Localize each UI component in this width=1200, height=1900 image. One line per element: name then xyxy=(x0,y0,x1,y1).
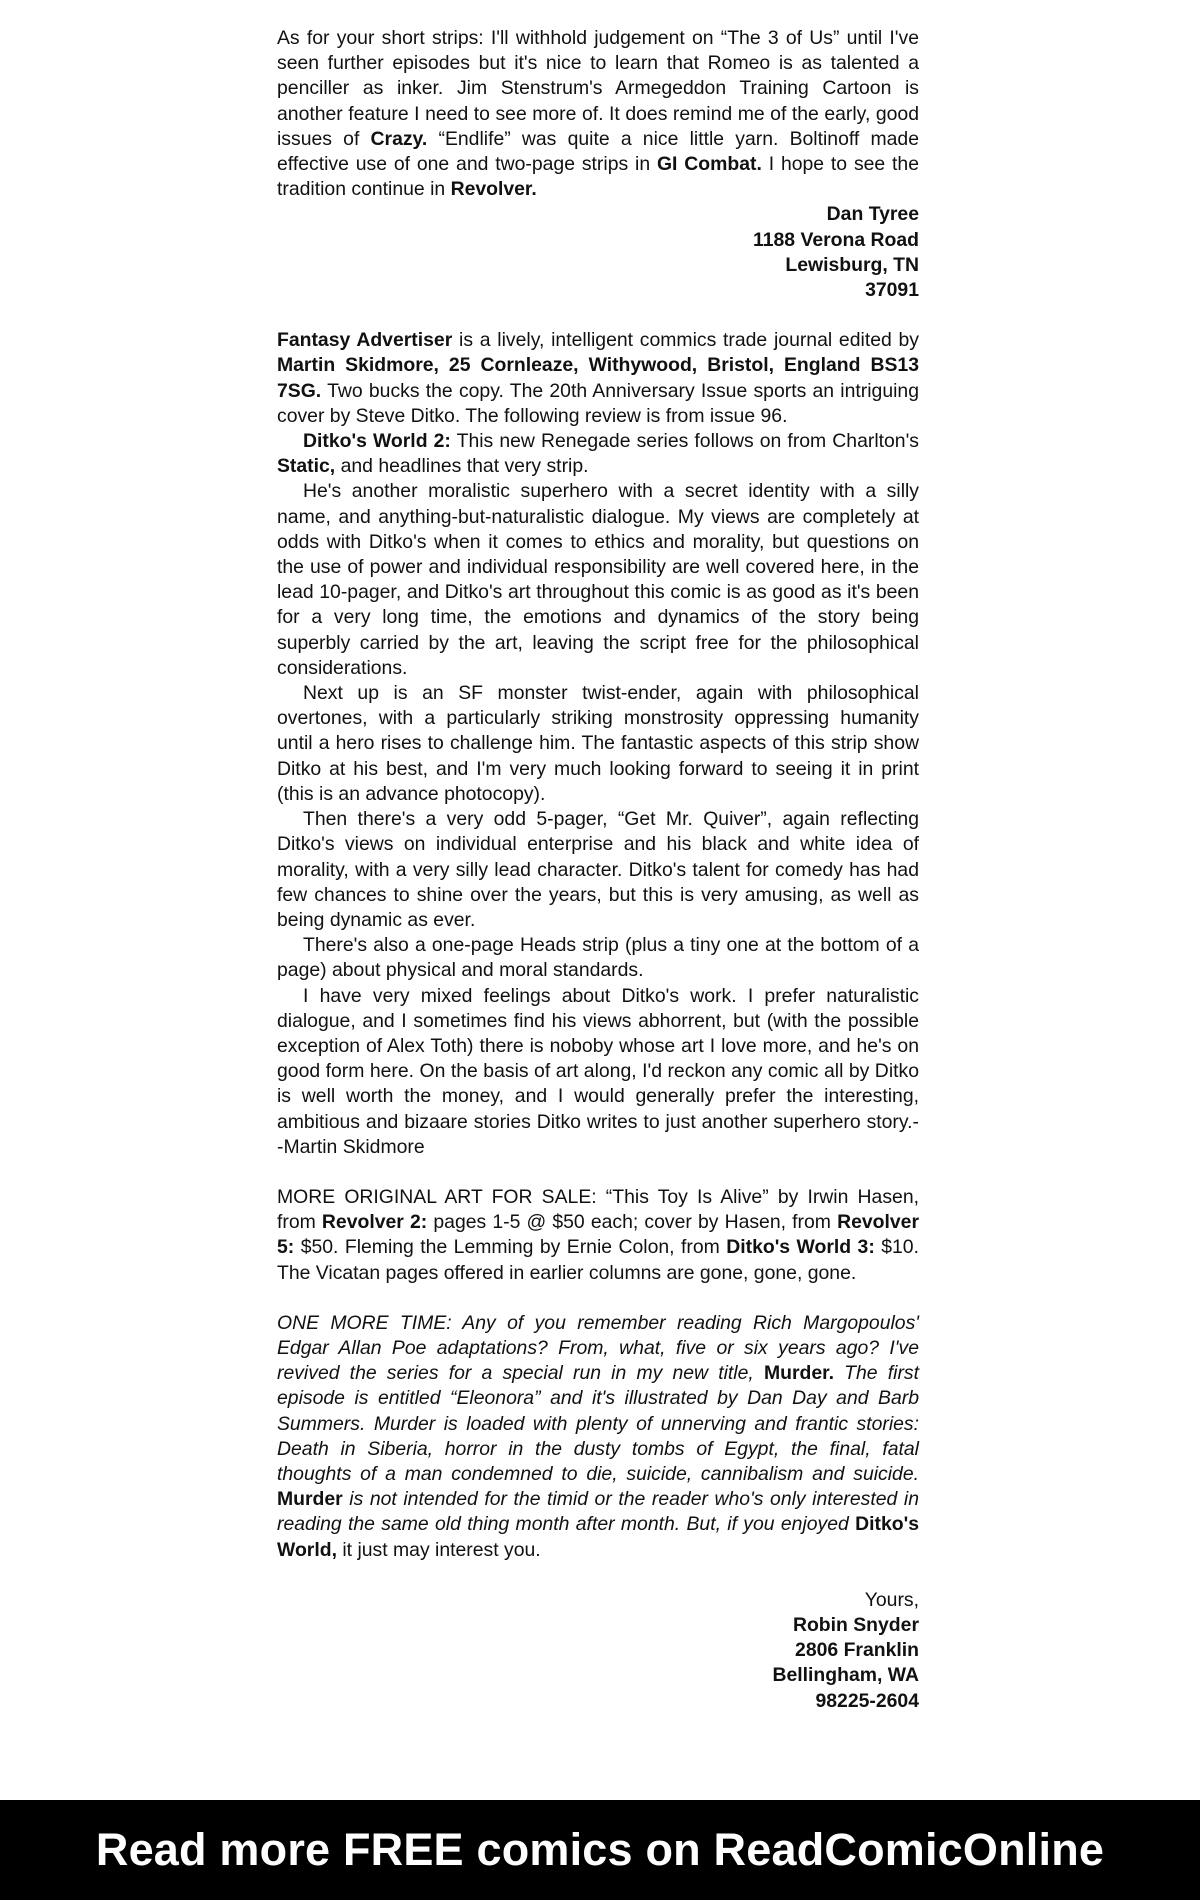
review-paragraph: I have very mixed feelings about Ditko's work. I prefer naturalistic dialogue, and I sometimes find his views abhorrent, but (with the possible exception of Alex Toth) there is noboby whose art I love more, and he's on good form here. On the basis of art along, I'd reckon any comic all by Ditko is well worth the money, and I would generally prefer the interesting, ambitious and bizaare stories Ditko writes to just another superhero story.--Martin Skidmore xyxy=(277,984,919,1158)
one-more-time-text: The first episode is entitled “Eleonora” and it's illustrated by Dan Day and Barb Summers. Murder is loaded with plenty of unnerving and frantic stories: Death in Siberia, horror in the dusty tombs of Egypt, the final, fatal thoughts of a man condemned to die, suicide, cannibalism and suicide. xyxy=(277,1362,919,1485)
ditkos-world-title: Ditko's World, xyxy=(277,1513,919,1561)
crazy-title: Crazy. xyxy=(370,127,428,150)
letter-signature xyxy=(277,202,919,303)
letter-text: As for your short strips: I'll withhold judgement on “The 3 of Us” until I've seen further episodes but it's nice to learn that Romeo is as talented a penciller as inker. Jim Stenstrum's Armegeddon Training Cartoon is another feature I need to see more of. It does remind me of the early, good issues of xyxy=(277,27,919,150)
signature-zip: 37091 xyxy=(865,279,919,302)
review-paragraph xyxy=(277,429,919,479)
gi-combat-title: GI Combat. xyxy=(656,153,762,176)
closing-street: 2806 Franklin xyxy=(795,1639,919,1662)
review-paragraph: He's another moralistic superhero with a secret identity with a silly name, and anything-but-naturalistic dialogue. My views are completely at odds with Ditko's when it comes to ethics and morality, but questions on the use of power and individual responsibility are well covered here, in the lead 10-pager, and Ditko's art throughout this comic is as good as it's been for a very long time, the emotions and dynamics of the story being superbly carried by the art, leaving the script free for the philosophical considerations. xyxy=(277,480,919,679)
ditkos-world-3-title: Ditko's World 3: xyxy=(726,1236,875,1259)
ditkos-world-2-title: Ditko's World 2: xyxy=(303,430,451,453)
fantasy-advertiser-intro xyxy=(277,328,919,429)
signature-name: Dan Tyree xyxy=(826,203,919,226)
sale-text: $10. The Vicatan pages offered in earlier columns are gone, gone, gone. xyxy=(277,1236,919,1284)
closing-signature xyxy=(277,1588,919,1714)
letter-paragraph xyxy=(277,26,919,202)
spacer xyxy=(277,303,919,328)
review-text: This new Renegade series follows on from Charlton's xyxy=(450,430,919,453)
one-more-time-text: it just may interest you. xyxy=(336,1538,541,1561)
art-for-sale-paragraph xyxy=(277,1185,919,1286)
spacer xyxy=(277,1286,919,1311)
closing-name: Robin Snyder xyxy=(792,1613,919,1636)
fantasy-advertiser-title: Fantasy Advertiser xyxy=(277,329,453,352)
promo-banner[interactable] xyxy=(0,1800,1200,1900)
murder-title: Murder. xyxy=(763,1362,834,1385)
one-more-time-text: ONE MORE TIME: Any of you remember reading Rich Margopoulos' Edgar Allan Poe adaptations? From, what, five or six years ago? I've revived the series for a special run in my new title, xyxy=(277,1311,919,1385)
review-paragraph: Then there's a very odd 5-pager, “Get Mr. Quiver”, again reflecting Ditko's views on individual enterprise and his black and white idea of morality, with a very silly lead character. Ditko's talent for comedy has had few chances to shine over the years, but this is very amusing, as well as being dynamic as ever. xyxy=(277,808,919,931)
revolver-5-title: Revolver 5: xyxy=(277,1211,920,1259)
spacer xyxy=(277,1160,919,1185)
intro-text: is a lively, intelligent commics trade journal edited by xyxy=(452,329,920,352)
murder-title: Murder xyxy=(277,1488,343,1511)
revolver-title: Revolver. xyxy=(450,178,537,201)
review-paragraph: There's also a one-page Heads strip (plus a tiny one at the bottom of a page) about physical and moral standards. xyxy=(277,934,919,982)
spacer xyxy=(277,1563,919,1588)
review-paragraph: Next up is an SF monster twist-ender, again with philosophical overtones, with a particularly striking monstrosity oppressing humanity until a hero rises to challenge him. The fantastic aspects of this strip show Ditko at his best, and I'm very much looking forward to seeing it in print (this is an advance photocopy). xyxy=(277,682,919,805)
promo-banner-link[interactable]: Read more FREE comics on ReadComicOnline xyxy=(95,1824,1105,1875)
closing-zip: 98225-2604 xyxy=(815,1689,919,1712)
signature-city: Lewisburg, TN xyxy=(785,253,919,276)
signature-street: 1188 Verona Road xyxy=(753,228,919,251)
one-more-time-text: is not intended for the timid or the reader who's only interested in reading the same old thing month after month. But, if you enjoyed xyxy=(277,1488,919,1536)
review-text: and headlines that very strip. xyxy=(335,455,589,478)
sale-text: pages 1-5 @ $50 each; cover by Hasen, from xyxy=(427,1211,838,1234)
salutation: Yours, xyxy=(864,1588,919,1611)
revolver-2-title: Revolver 2: xyxy=(321,1211,428,1234)
letter-text: “Endlife” was quite a nice little yarn. Boltinoff made effective use of one and two-page strips in xyxy=(277,127,919,176)
one-more-time-paragraph xyxy=(277,1311,919,1563)
editor-address: Martin Skidmore, 25 Cornleaze, Withywood, Bristol, England BS13 7SG. xyxy=(277,354,919,402)
static-title: Static, xyxy=(277,455,336,478)
letters-column xyxy=(277,26,919,1714)
sale-text: MORE ORIGINAL ART FOR SALE: “This Toy Is Alive” by Irwin Hasen, from xyxy=(277,1185,919,1234)
sale-text: $50. Fleming the Lemming by Ernie Colon, from xyxy=(294,1236,727,1259)
closing-city: Bellingham, WA xyxy=(772,1664,919,1687)
letter-text: I hope to see the tradition continue in xyxy=(277,153,920,201)
intro-text: Two bucks the copy. The 20th Anniversary Issue sports an intriguing cover by Steve Ditko. The following review is from issue 96. xyxy=(277,379,919,427)
